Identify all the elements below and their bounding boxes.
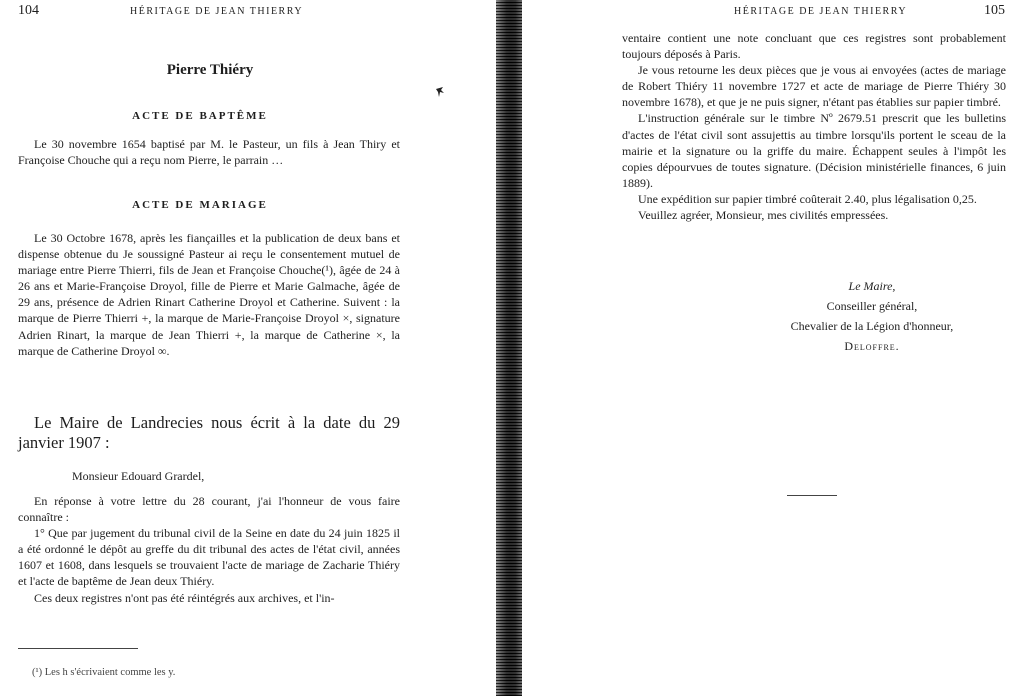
signature-honour: Chevalier de la Légion d'honneur, [790,319,954,333]
salutation [72,468,372,484]
right-page [522,0,1024,696]
bapteme-text [18,136,400,168]
footnote: (¹) Les h s'écrivaient comme les y. [32,667,176,678]
page-title: Pierre Thiéry [166,62,254,78]
page-number: 104 [18,3,39,18]
letter-paragraph-1: En réponse à votre lettre du 28 courant, j'ai l'honneur de vous faire connaître : [18,494,400,525]
maire-intro-text: Le Maire de Landrecies nous écrit à la date du 29 janvier 1907 : [18,413,400,452]
end-rule [787,495,837,496]
letter-paragraph-4: Une expédition sur papier timbré coûterait 2.40, plus légalisation 0,25. [638,191,977,206]
maire-intro [18,413,400,453]
letter-paragraph-3: Ces deux registres n'ont pas été réintégrés aux archives, et l'in- [34,590,335,605]
running-head: HÉRITAGE DE JEAN THIERRY [130,6,304,17]
page-number: 105 [984,3,1005,18]
signature-name: Deloffre. [844,339,900,353]
letter-paragraph-3: L'instruction générale sur le timbre Nº 2679.51 prescrit que les bulletins d'actes de l'état civil sont assujettis au timbre lorsqu'ils portent le sceau de la mairie et la signature ou la griffe du maire. Échappent seules à l'impôt les copies dépourvues de toutes signature. (Décision ministérielle finances, 6 juin 1889). [622,111,1006,190]
letter-paragraph-2: Je vous retourne les deux pièces que je vous ai envoyées (actes de mariage de Robert Thiéry 11 novembre 1727 et acte de mariage de Pierre Thiéry 30 novembre 1678), et que je ne puis signer, n'étant pas établies sur papier timbré. [622,63,1006,110]
mariage-paragraph: Le 30 Octobre 1678, après les fiançailles et la publication de deux bans et dispense obtenue du Je soussigné Pasteur ai reçu le consentement mutuel de mariage entre Pierre Thierri, fils de Jean et Françoise Chouche(¹), âgée de 24 à 26 ans et Marie-Françoise Droyol, fille de Pierre et Marie Galmache, âgée de 29 ans, présence de Adrien Rinart Catherine Droyol et Catherine. Suivent : la marque de Pierre Thierri +, la marque de Marie-Françoise Droyol ×, signature Adrien Rinart, la marque de Jean Thierri +, la marque de Catherine ×, la marque de Catherine Droyol ∞. [18,231,400,358]
letter-paragraph-2: 1° Que par jugement du tribunal civil de la Seine en date du 24 juin 1825 il a été ordonné le dépôt au greffe du dit tribunal des actes de l'état civil, années 1607 et 1608, dans lesquels se trouvaient l'acte de mariage de Zacharie Thiéry et l'acte de baptême de Jean deux Thiéry. [18,526,400,589]
letter-paragraph-5: Veuillez agréer, Monsieur, mes civilités empressées. [638,208,889,223]
letter-body-right [622,30,1006,223]
signature-role: Conseiller général, [826,299,918,313]
signature-block [762,276,982,356]
running-head: HÉRITAGE DE JEAN THIERRY [734,6,908,17]
ink-mark-icon [435,86,445,98]
signature-title: Le Maire, [848,279,896,293]
letter-paragraph-continued: ventaire contient une note concluant que ces registres sont probablement toujours déposés à Paris. [622,31,1006,62]
salutation-text: Monsieur Edouard Grardel, [72,469,205,483]
mariage-text [18,230,400,359]
left-page [0,0,500,696]
heading-mariage: ACTE DE MARIAGE [132,199,268,211]
footnote-divider [18,648,138,649]
bapteme-paragraph: Le 30 novembre 1654 baptisé par M. le Pasteur, un fils à Jean Thiry et Françoise Chouche qui a reçu nom Pierre, le parrain … [18,137,400,168]
letter-body-left [18,493,400,606]
heading-bapteme: ACTE DE BAPTÊME [132,110,268,122]
